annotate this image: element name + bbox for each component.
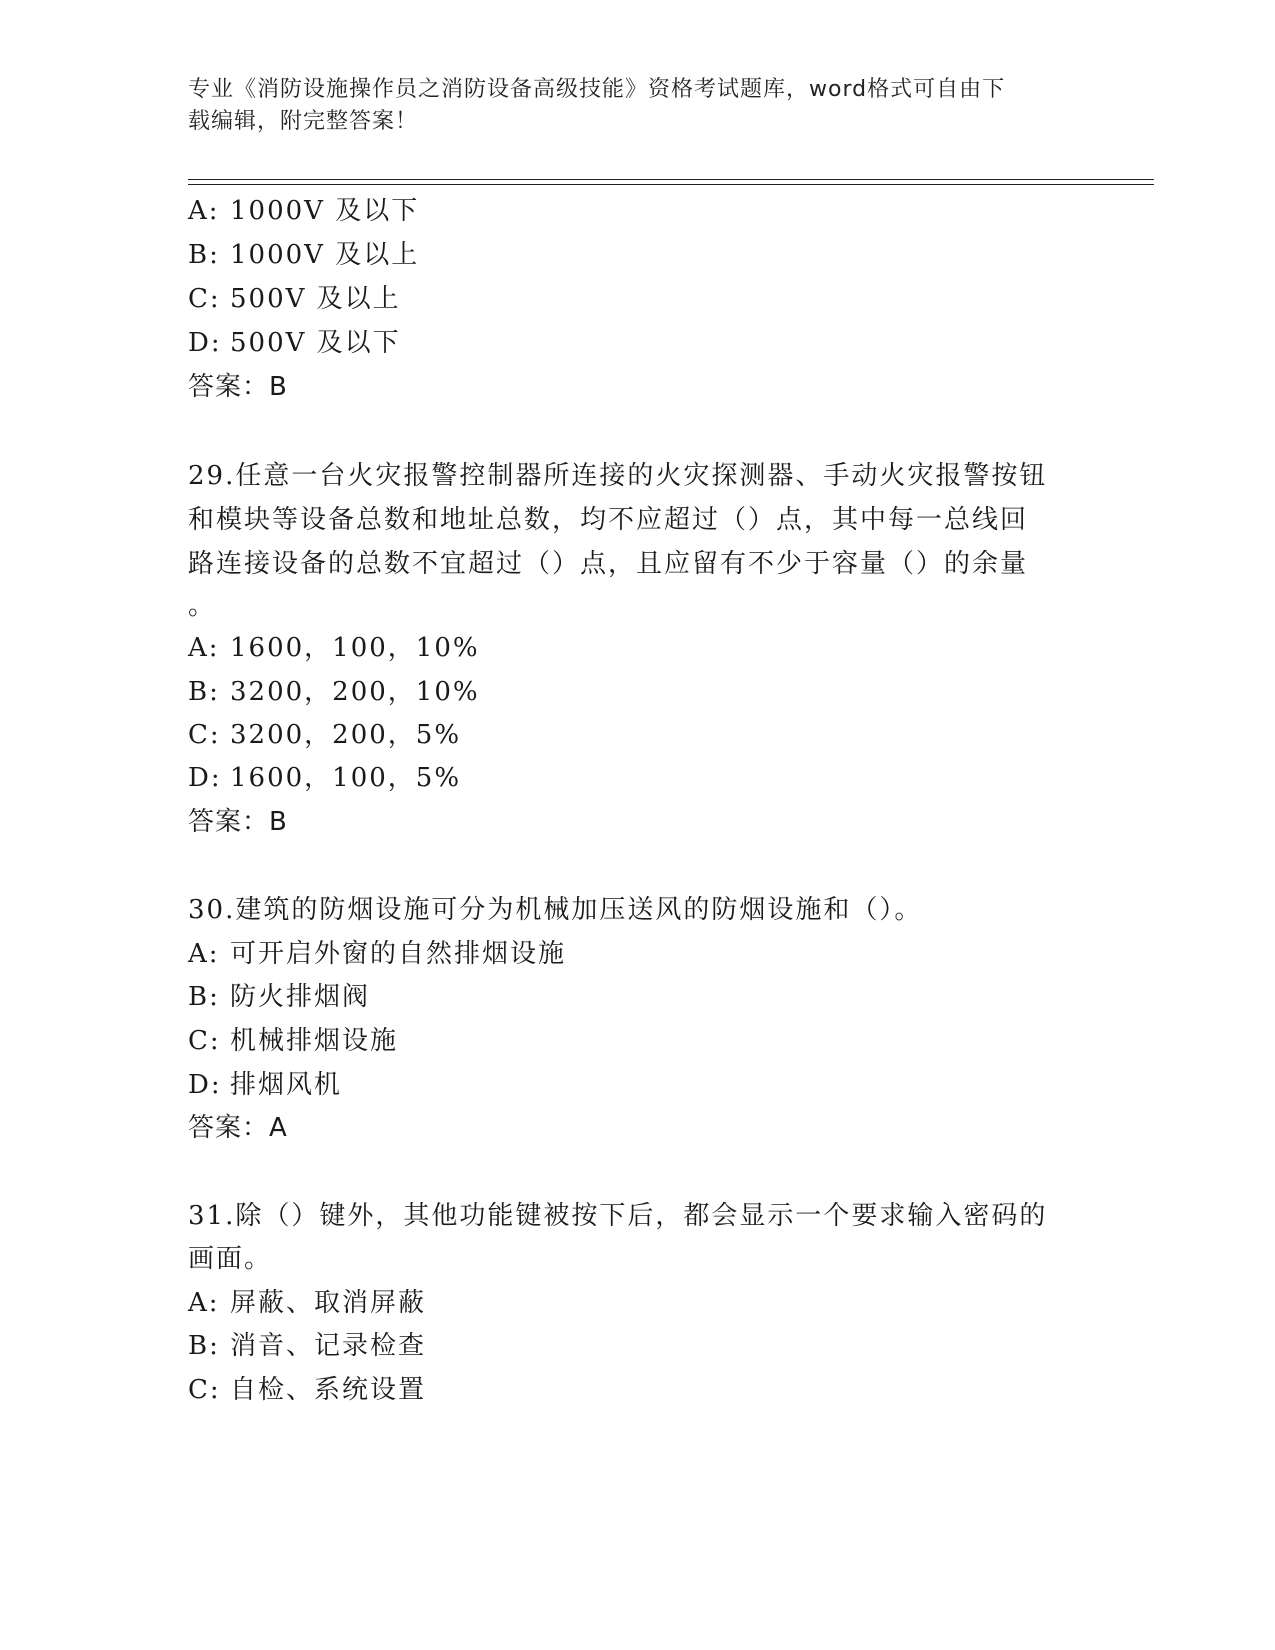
- q29-stem-line-1: 29.任意一台火灾报警控制器所连接的火灾探测器、手动火灾报警按钮: [188, 461, 1048, 491]
- q29-stem-line-4: 。: [188, 591, 217, 621]
- q30-option-c: [188, 1020, 398, 1057]
- q30-option-a: [188, 933, 566, 970]
- option-text: 1000V 及以上: [230, 240, 420, 270]
- option-label: C:: [188, 1375, 221, 1405]
- q28-option-a: [188, 190, 419, 227]
- q29-answer: 答案：B: [188, 807, 288, 837]
- q29-option-b: [188, 671, 480, 708]
- q28-option-b: [188, 234, 419, 271]
- header-rule-top: [188, 179, 1154, 180]
- q28-option-d: [188, 322, 401, 359]
- option-label: A:: [188, 939, 220, 969]
- q29-stem-line-2: 和模块等设备总数和地址总数，均不应超过（）点，其中每一总线回: [188, 505, 1029, 535]
- q31-option-b: [188, 1325, 426, 1362]
- option-label: A:: [188, 1288, 220, 1318]
- page-header: [188, 74, 1068, 138]
- option-label: A:: [188, 633, 220, 663]
- q28-option-c: [188, 278, 401, 315]
- q30-answer: 答案：A: [188, 1113, 288, 1143]
- option-text: 消音、记录检查: [230, 1331, 427, 1361]
- option-label: D:: [188, 328, 222, 358]
- q29-option-a: [188, 627, 480, 664]
- option-label: B:: [188, 1331, 220, 1361]
- option-label: B:: [188, 240, 220, 270]
- option-text: 排烟风机: [230, 1070, 343, 1100]
- q29-option-d: [188, 757, 461, 794]
- header-line-1: 专业《消防设施操作员之消防设备高级技能》资格考试题库，word格式可自由下: [188, 77, 1006, 102]
- option-label: C:: [188, 284, 221, 314]
- q29-stem-line-3: 路连接设备的总数不宜超过（）点，且应留有不少于容量（）的余量: [188, 549, 1029, 579]
- q31-option-c: [188, 1369, 426, 1406]
- q31-stem-line-1: 31.除（）键外，其他功能键被按下后，都会显示一个要求输入密码的: [188, 1201, 1048, 1231]
- q30-stem-line-1: 30.建筑的防烟设施可分为机械加压送风的防烟设施和（）。: [188, 895, 923, 925]
- option-label: C:: [188, 1026, 221, 1056]
- option-label: A:: [188, 196, 220, 226]
- option-text: 自检、系统设置: [230, 1375, 427, 1405]
- option-text: 1600，100，5%: [230, 763, 462, 793]
- q30-option-b: [188, 976, 370, 1013]
- option-label: D:: [188, 763, 222, 793]
- q29-option-c: [188, 714, 461, 751]
- option-text: 1000V 及以下: [230, 196, 420, 226]
- option-text: 防火排烟阀: [230, 982, 371, 1012]
- option-text: 屏蔽、取消屏蔽: [230, 1288, 427, 1318]
- q31-stem-line-2: 画面。: [188, 1244, 273, 1274]
- q31-option-a: [188, 1282, 426, 1319]
- option-text: 机械排烟设施: [230, 1026, 399, 1056]
- q28-answer: 答案：B: [188, 372, 288, 402]
- option-text: 可开启外窗的自然排烟设施: [230, 939, 567, 969]
- option-label: C:: [188, 720, 221, 750]
- option-text: 1600，100，10%: [230, 633, 480, 663]
- option-text: 500V 及以下: [230, 328, 401, 358]
- header-line-2: 载编辑，附完整答案！: [188, 109, 419, 134]
- option-label: D:: [188, 1070, 222, 1100]
- option-label: B:: [188, 982, 220, 1012]
- option-text: 3200，200，5%: [230, 720, 462, 750]
- option-label: B:: [188, 677, 220, 707]
- header-rule-bottom: [188, 184, 1154, 185]
- option-text: 500V 及以上: [230, 284, 401, 314]
- option-text: 3200，200，10%: [230, 677, 480, 707]
- q30-option-d: [188, 1064, 342, 1101]
